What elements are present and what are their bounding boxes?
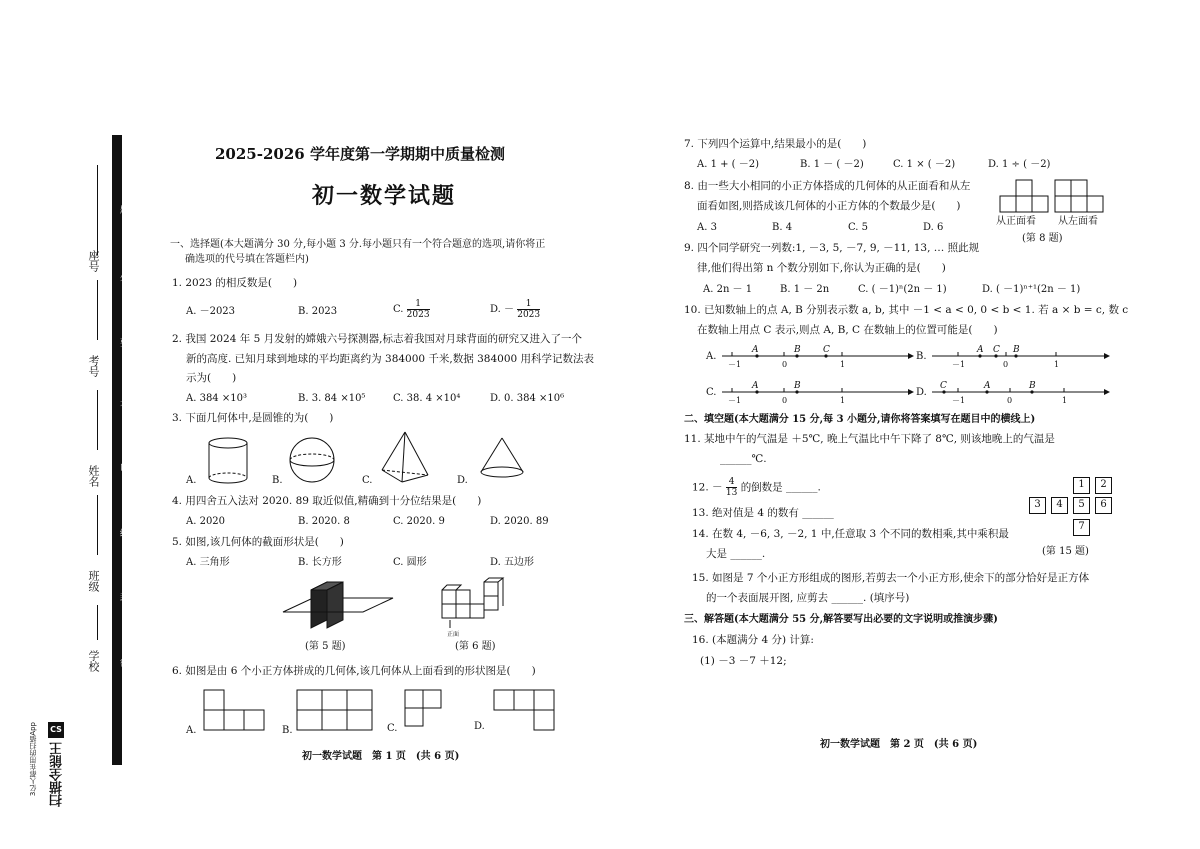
- q6-label-a: A.: [186, 725, 197, 736]
- question-13: 13. 绝对值是 4 的数有 ______: [692, 507, 834, 519]
- field-line: [97, 165, 98, 255]
- q5-option-a: A. 三角形: [186, 557, 230, 568]
- cylinder-icon: [203, 436, 253, 486]
- question-14-line-2: 大是 ______.: [706, 548, 766, 560]
- question-2-line-1: 2. 我国 2024 年 5 月发射的嫦娥六号探测器,标志着我国对月球背面的研究又进入了一个: [172, 333, 582, 345]
- question-16-part-1: (1) －3 －7 ＋12;: [700, 655, 787, 667]
- figure-6-caption: (第 6 题): [455, 641, 496, 652]
- q4-option-a: A. 2020: [186, 516, 226, 527]
- q6-label-d: D.: [474, 721, 485, 732]
- point-a-label: A: [752, 381, 759, 391]
- q8-option-b: B. 4: [772, 222, 793, 233]
- number-line-a: [722, 342, 912, 372]
- question-3: 3. 下面几何体中,是圆锥的为( ): [172, 412, 334, 424]
- q10-label-a: A.: [706, 351, 717, 362]
- q4-option-c: C. 2020. 9: [393, 516, 445, 527]
- pyramid-icon: [378, 430, 433, 488]
- net-cell: 2: [1095, 477, 1112, 494]
- binding-char: 密: [118, 658, 128, 667]
- question-1: 1. 2023 的相反数是( ): [172, 277, 298, 289]
- page-2-footer: 初一数学试题 第 2 页 (共 6 页): [820, 739, 978, 750]
- q3-label-c: C.: [362, 475, 373, 486]
- question-8-line-2: 面看如图,则搭成该几何体的小正方体的个数最少是( ): [697, 200, 961, 212]
- question-12: 12. － $\frac{4}{13}$ 的倒数是 ______.: [692, 477, 821, 498]
- question-9-line-1: 9. 四个同学研究一列数:1, －3, 5, －7, 9, －11, 13, … 照此规: [684, 242, 980, 254]
- cone-icon: [478, 436, 528, 486]
- field-exam-number-label: 考号: [87, 355, 100, 377]
- question-7: 7. 下列四个运算中,结果最小的是( ): [684, 138, 867, 150]
- exam-header: 2025-2026 学年度第一学期期中质量检测: [215, 145, 505, 163]
- figure-5-caption: (第 5 题): [305, 641, 346, 652]
- question-8-line-1: 8. 由一些大小相同的小正方体搭成的几何体的从正面看和从左: [684, 180, 971, 192]
- scanner-logo: CS: [48, 722, 64, 738]
- net-cell: 6: [1095, 497, 1112, 514]
- binding-strip: [112, 135, 122, 765]
- binding-char: 答: [118, 275, 128, 284]
- q1-option-d: D. － $\frac{1}{2023}$: [490, 299, 541, 320]
- point-b-label: B: [1029, 381, 1036, 391]
- tick-label: －1: [952, 360, 966, 369]
- tick-label: 0: [1003, 360, 1009, 369]
- tick-label: －1: [952, 396, 966, 405]
- q5-option-d: D. 五边形: [490, 557, 535, 568]
- binding-char: 题: [118, 205, 128, 214]
- q8-option-c: C. 5: [848, 222, 869, 233]
- point-a-label: A: [977, 345, 984, 355]
- question-2-line-2: 新的高度. 已知月球到地球的平均距离约为 384000 千米,数据 384000 用科学记数法表: [186, 353, 595, 365]
- q9-option-d: D. ( －1)ⁿ⁺¹(2n － 1): [982, 284, 1081, 295]
- cut-cube-icon: [283, 578, 393, 633]
- question-2-line-3: 示为( ): [186, 372, 237, 384]
- q1-option-b: B. 2023: [298, 306, 338, 317]
- question-15-line-1: 15. 如图是 7 个小正方形组成的图形,若剪去一个小正方形,使余下的部分恰好是正方体: [692, 572, 1090, 584]
- field-line: [97, 495, 98, 555]
- q4-option-d: D. 2020. 89: [490, 516, 549, 527]
- q10-label-b: B.: [916, 351, 927, 362]
- net-cell: 7: [1073, 519, 1090, 536]
- net-cell: 3: [1029, 497, 1046, 514]
- q2-option-b: B. 3. 84 ×10⁵: [298, 393, 366, 404]
- field-line: [97, 280, 98, 340]
- question-5: 5. 如图,该几何体的截面形状是( ): [172, 536, 344, 548]
- scanner-name: 扫描全能王: [50, 742, 65, 807]
- q10-label-c: C.: [706, 387, 717, 398]
- point-c-label: C: [823, 345, 830, 355]
- question-16: 16. (本题满分 4 分) 计算:: [692, 634, 814, 646]
- tick-label: －1: [728, 360, 742, 369]
- scanner-tagline: 3亿人都在用的扫描App: [29, 722, 37, 797]
- field-school-label: 学校: [87, 650, 100, 672]
- exam-title: 初一数学试题: [312, 183, 457, 209]
- section-2-heading: 二、填空题(本大题满分 15 分,每 3 小题分,请你将答案填写在题目中的横线上): [684, 414, 1036, 425]
- question-10-line-2: 在数轴上用点 C 表示,则点 A, B, C 在数轴上的位置可能是( ): [697, 324, 998, 336]
- field-seat-label: 座号: [87, 250, 100, 272]
- q2-option-c: C. 38. 4 ×10⁴: [393, 393, 461, 404]
- tick-label: 1: [840, 396, 846, 405]
- q6-option-c-shape: [405, 690, 445, 735]
- q1-option-a: A. －2023: [186, 306, 236, 317]
- q8-option-d: D. 6: [923, 222, 944, 233]
- field-line: [97, 390, 98, 450]
- q8-option-a: A. 3: [697, 222, 717, 233]
- q7-option-b: B. 1 － ( －2): [800, 159, 864, 170]
- question-15-line-2: 的一个表面展开图, 应剪去 ______. (填序号): [706, 592, 910, 604]
- binding-char: 不: [118, 400, 128, 409]
- point-b-label: B: [1013, 345, 1020, 355]
- q5-option-c: C. 圆形: [393, 557, 427, 568]
- binding-char: 要: [118, 338, 128, 347]
- left-view-caption: 从左面看: [1058, 216, 1098, 227]
- q7-option-c: C. 1 × ( －2): [893, 159, 956, 170]
- left-view-shape: [1055, 178, 1105, 216]
- question-6: 6. 如图是由 6 个小正方体拼成的几何体,该几何体从上面看到的形状图是( ): [172, 665, 536, 677]
- question-14-line-1: 14. 在数 4, －6, 3, －2, 1 中,任意取 3 个不同的数相乘,其中乘积最: [692, 528, 1009, 540]
- q9-option-b: B. 1 － 2n: [780, 284, 830, 295]
- front-view-shape: [1000, 178, 1050, 216]
- section-1-heading-cont: 确选项的代号填在答题栏内): [185, 254, 309, 265]
- q5-option-b: B. 长方形: [298, 557, 342, 568]
- point-b-label: B: [794, 381, 801, 391]
- question-9-line-2: 律,他们得出第 n 个数分别如下,你认为正确的是( ): [697, 262, 946, 274]
- section-1-heading: 一、选择题(本大题满分 30 分,每小题 3 分.每小题只有一个符合题意的选项,请你将正: [170, 239, 546, 250]
- q7-option-d: D. 1 ÷ ( －2): [988, 159, 1051, 170]
- sphere-icon: [288, 436, 338, 486]
- q6-option-a-shape: [204, 690, 264, 735]
- q2-option-a: A. 384 ×10³: [186, 393, 247, 404]
- question-10-line-1: 10. 已知数轴上的点 A, B 分别表示数 a, b, 其中 －1 < a < 0, 0 < b < 1. 若 a × b = c, 数 c: [684, 304, 1129, 316]
- question-4: 4. 用四舍五入法对 2020. 89 取近似值,精确到十分位结果是( ): [172, 495, 482, 507]
- net-cell: 1: [1073, 477, 1090, 494]
- question-11-line-2: ______℃.: [720, 453, 767, 465]
- tick-label: 1: [1062, 396, 1068, 405]
- question-11-line-1: 11. 某地中午的气温是 ＋5℃, 晚上气温比中午下降了 8℃, 则该地晚上的气温是: [684, 433, 1055, 445]
- point-b-label: B: [794, 345, 801, 355]
- q3-label-a: A.: [186, 475, 197, 486]
- net-cell: 5: [1073, 497, 1090, 514]
- tick-label: 0: [782, 396, 788, 405]
- q7-option-a: A. 1 + ( －2): [697, 159, 760, 170]
- q2-option-d: D. 0. 384 ×10⁶: [490, 393, 565, 404]
- q3-label-b: B.: [272, 475, 283, 486]
- binding-char: 内: [118, 462, 128, 471]
- section-3-heading: 三、解答题(本大题满分 55 分,解答要写出必要的文字说明或推演步骤): [684, 614, 998, 625]
- field-class-label: 班级: [87, 570, 100, 592]
- tick-label: 1: [1054, 360, 1060, 369]
- q6-label-b: B.: [282, 725, 293, 736]
- front-view-caption: 从正面看: [996, 216, 1036, 227]
- q9-option-c: C. ( －1)ⁿ(2n － 1): [858, 284, 947, 295]
- q3-label-d: D.: [457, 475, 468, 486]
- binding-char: 线: [118, 528, 128, 537]
- figure-15-caption: (第 15 题): [1042, 546, 1089, 557]
- number-line-c: [722, 378, 912, 408]
- tick-label: 0: [782, 360, 788, 369]
- point-c-label: C: [993, 345, 1000, 355]
- tick-label: －1: [728, 396, 742, 405]
- page-1-footer: 初一数学试题 第 1 页 (共 6 页): [302, 751, 460, 762]
- q6-option-d-shape: [494, 690, 556, 735]
- point-c-label: C: [940, 381, 947, 391]
- q10-label-d: D.: [916, 387, 927, 398]
- q4-option-b: B. 2020. 8: [298, 516, 350, 527]
- field-name-label: 姓名: [87, 465, 100, 487]
- figure-8-caption: (第 8 题): [1022, 233, 1063, 244]
- q9-option-a: A. 2n － 1: [703, 284, 753, 295]
- q1-option-c: C. $\frac{1}{2023}$: [393, 299, 430, 320]
- point-a-label: A: [752, 345, 759, 355]
- tick-label: 0: [1007, 396, 1013, 405]
- binding-char: 封: [118, 592, 128, 601]
- front-direction-label: 正面: [447, 631, 460, 638]
- tick-label: 1: [840, 360, 846, 369]
- q6-option-b-shape: [297, 690, 373, 735]
- q6-label-c: C.: [387, 723, 398, 734]
- cube-stack-icon: [438, 578, 508, 633]
- point-a-label: A: [984, 381, 991, 391]
- field-line: [97, 605, 98, 640]
- net-cell: 4: [1051, 497, 1068, 514]
